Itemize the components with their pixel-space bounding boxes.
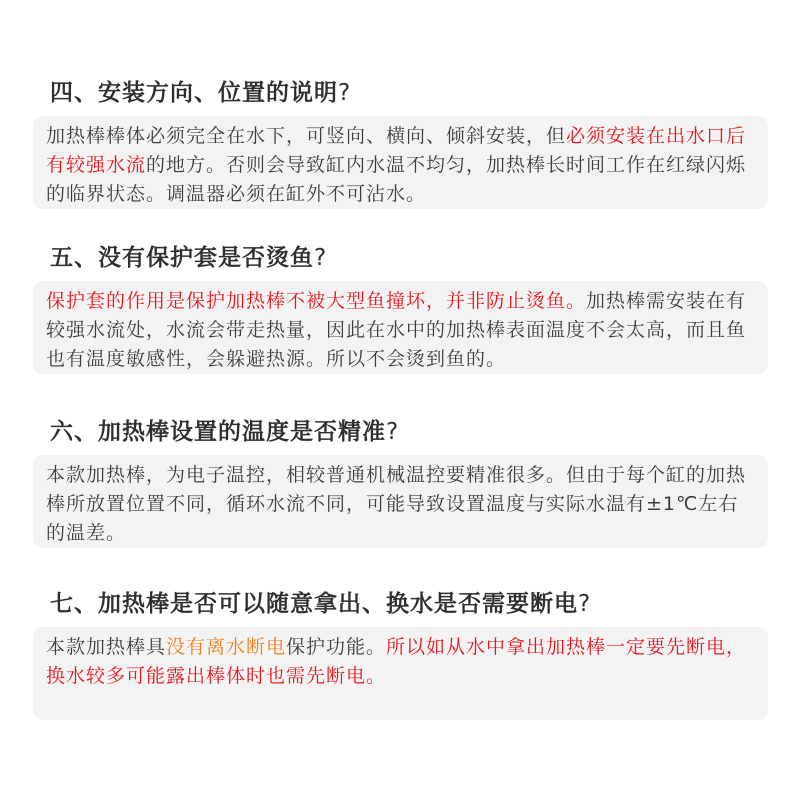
- faq-answer-4: 加热棒棒体必须完全在水下，可竖向、横向、倾斜安装，但必须安装在出水口后有较强水流的地方。否则会导致缸内水温不均匀，加热棒长时间工作在红绿闪烁的临界状态。调温器必须在缸外不可沾水。: [33, 116, 768, 209]
- faq-answer-7: 本款加热棒具没有离水断电保护功能。所以如从水中拿出加热棒一定要先断电，换水较多可能露出棒体时也需先断电。: [33, 627, 768, 720]
- answer-highlight: 没有离水断电: [166, 636, 287, 658]
- faq-section-7: [33, 589, 768, 720]
- faq-question-6: 六、加热棒设置的温度是否精准?: [50, 419, 400, 445]
- answer-highlight: 保护套的作用是保护加热棒不被大型鱼撞坏，并非防止烫鱼。: [46, 290, 587, 312]
- faq-answer-5: 保护套的作用是保护加热棒不被大型鱼撞坏，并非防止烫鱼。加热棒需安装在有较强水流处，水流会带走热量，因此在水中的加热棒表面温度不会太高，而且鱼也有温度敏感性，会躲避热源。所以不会烫到鱼的。: [33, 281, 768, 374]
- faq-section-4: [33, 78, 768, 209]
- faq-question-4: 四、安装方向、位置的说明?: [50, 80, 352, 106]
- answer-highlight: 必须安装在出水口后有较强水流: [46, 125, 747, 176]
- faq-answer-6: 本款加热棒，为电子温控，相较普通机械温控要精准很多。但由于每个缸的加热棒所放置位置不同，循环水流不同，可能导致设置温度与实际水温有±1℃左右的温差。: [33, 455, 768, 548]
- faq-section-5: [33, 243, 768, 374]
- faq-question-5: 五、没有保护套是否烫鱼?: [50, 245, 328, 271]
- answer-highlight: 所以如从水中拿出加热棒一定要先断电，换水较多可能露出棒体时也需先断电。: [46, 636, 747, 687]
- faq-section-6: [33, 417, 768, 548]
- faq-question-7: 七、加热棒是否可以随意拿出、换水是否需要断电?: [50, 591, 592, 617]
